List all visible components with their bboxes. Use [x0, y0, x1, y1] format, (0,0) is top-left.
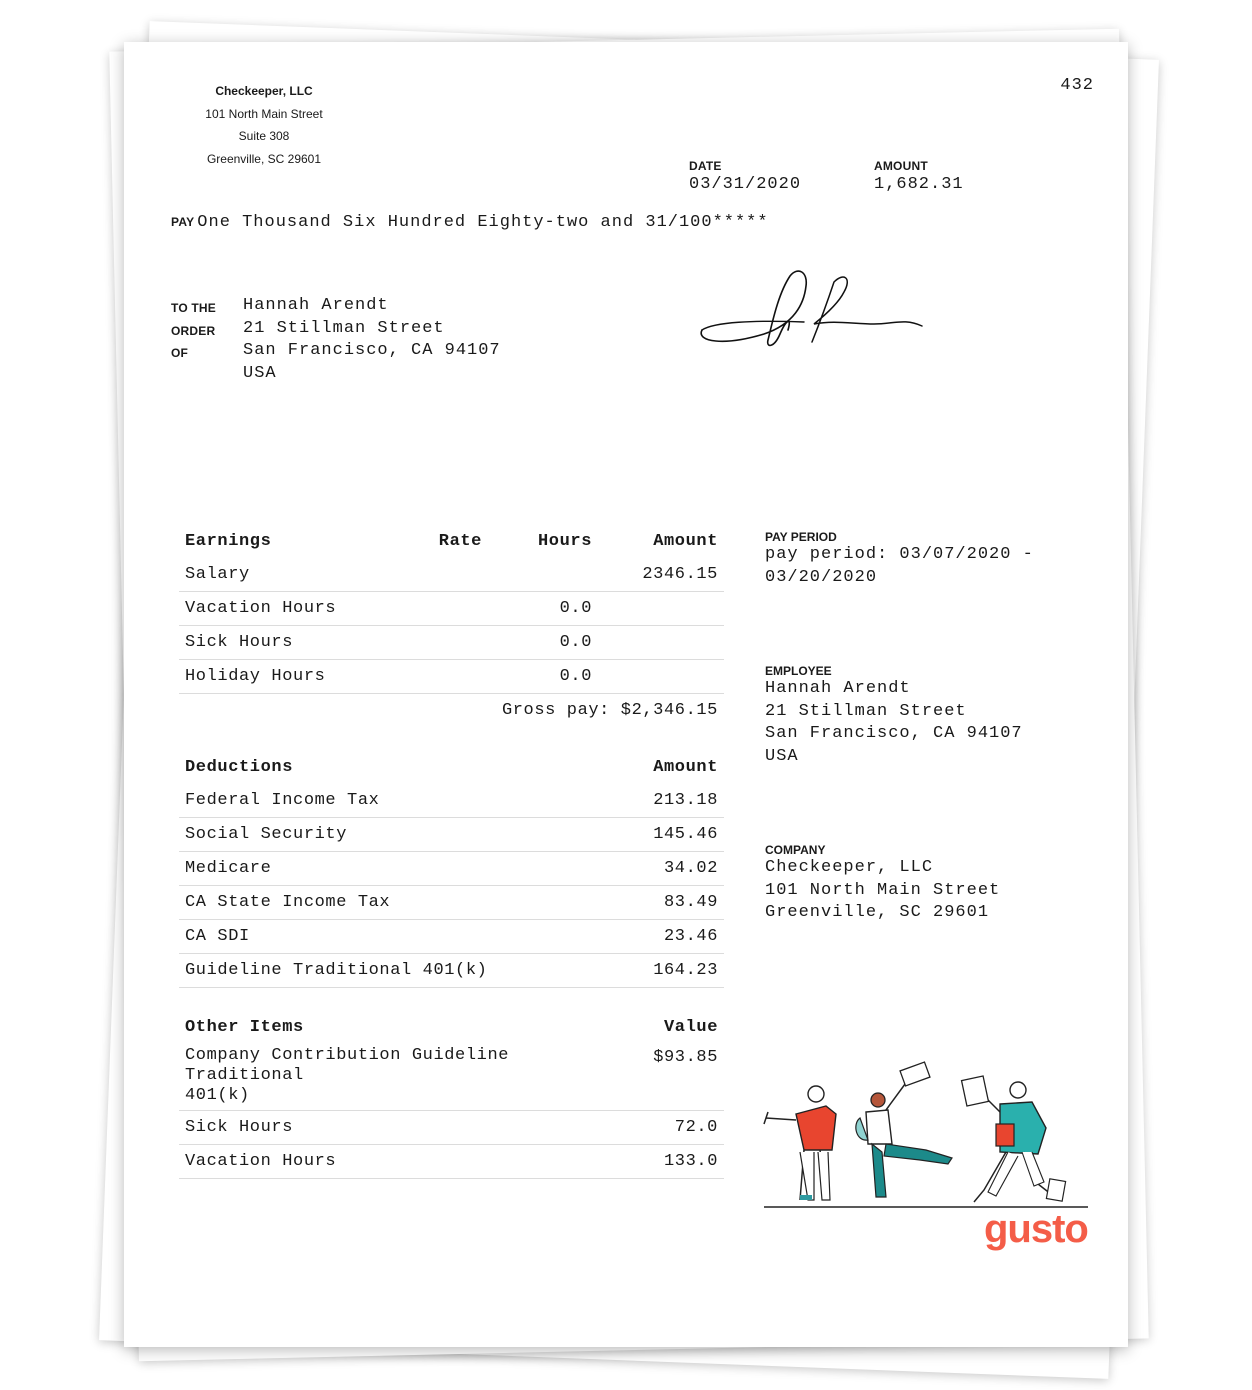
- deduction-amount: 164.23: [599, 954, 724, 988]
- employee-name: Hannah Arendt: [765, 679, 911, 698]
- table-row: [179, 1111, 724, 1145]
- other-item-name: Vacation Hours: [179, 1145, 614, 1179]
- earnings-header: Earnings: [185, 531, 272, 551]
- deductions-header: Deductions: [185, 757, 294, 777]
- deduction-name: Federal Income Tax: [179, 784, 599, 818]
- earning-amount: [598, 592, 724, 626]
- table-row: [179, 954, 724, 988]
- amount-header: Amount: [653, 531, 718, 551]
- employee-country: USA: [765, 746, 799, 766]
- earning-rate: [404, 558, 488, 592]
- value-header: Value: [663, 1017, 718, 1037]
- other-item-value: 72.0: [614, 1111, 724, 1145]
- amount-value: 1,682.31: [874, 175, 964, 194]
- people-illustration: [756, 1052, 1091, 1212]
- date-value: 03/31/2020: [689, 175, 802, 194]
- earning-name: Holiday Hours: [179, 660, 404, 694]
- other-item-name-line: 401(k): [185, 1086, 250, 1105]
- earning-name: Sick Hours: [179, 626, 404, 660]
- rate-header: Rate: [438, 531, 482, 551]
- company-address-line: Greenville, SC 29601: [206, 151, 322, 166]
- table-header-row: [179, 750, 724, 784]
- deduction-name: CA SDI: [179, 920, 599, 954]
- to-the-order-of-label: [171, 297, 216, 365]
- other-item-value: 133.0: [614, 1145, 724, 1179]
- company-address-line: Suite 308: [238, 129, 290, 143]
- other-items-header: Other Items: [185, 1017, 304, 1037]
- payee-city: San Francisco, CA 94107: [243, 341, 501, 360]
- pay-line: [171, 212, 769, 234]
- pay-period-line: pay period: 03/07/2020 -: [765, 545, 1034, 564]
- deduction-amount: 145.46: [599, 818, 724, 852]
- employee-label: EMPLOYEE: [765, 664, 832, 678]
- table-row: [179, 558, 724, 592]
- deduction-amount-header: Amount: [653, 757, 718, 777]
- payee-label-line: OF: [171, 346, 189, 360]
- deduction-amount: 34.02: [599, 852, 724, 886]
- payee-address: [243, 295, 501, 385]
- hours-header: Hours: [537, 531, 592, 551]
- earning-rate: [404, 626, 488, 660]
- signature-image: [694, 264, 934, 354]
- earning-rate: [404, 592, 488, 626]
- table-row: [179, 660, 724, 694]
- earning-name: Vacation Hours: [179, 592, 404, 626]
- earning-rate: [404, 660, 488, 694]
- gusto-logo: gusto: [984, 1207, 1088, 1251]
- company-info-street: 101 North Main Street: [765, 880, 1001, 900]
- other-item-name: Sick Hours: [179, 1111, 614, 1145]
- pay-period-line: 03/20/2020: [765, 567, 878, 587]
- other-item-name-line: Company Contribution Guideline Traditional: [185, 1046, 510, 1085]
- earning-amount: 2346.15: [598, 558, 724, 592]
- table-header-row: [179, 524, 724, 558]
- company-info-name: Checkeeper, LLC: [765, 858, 934, 877]
- deduction-name: Social Security: [179, 818, 599, 852]
- deduction-name: CA State Income Tax: [179, 886, 599, 920]
- deduction-amount: 83.49: [599, 886, 724, 920]
- earning-amount: [598, 660, 724, 694]
- deduction-name: Guideline Traditional 401(k): [179, 954, 599, 988]
- table-row: [179, 1044, 724, 1111]
- gross-pay-row: [179, 694, 724, 728]
- employee-city: San Francisco, CA 94107: [765, 724, 1023, 743]
- deductions-table: [179, 750, 724, 988]
- employee-block: [765, 664, 1023, 768]
- company-info-city: Greenville, SC 29601: [765, 903, 990, 922]
- date-label: DATE: [689, 159, 722, 173]
- payee-street: 21 Stillman Street: [243, 318, 445, 338]
- pay-label: PAY: [171, 215, 195, 229]
- table-row: [179, 920, 724, 954]
- pay-amount-words: One Thousand Six Hundred Eighty-two and 31/100*****: [197, 213, 769, 232]
- check-number: 432: [1060, 76, 1094, 95]
- deduction-amount: 213.18: [599, 784, 724, 818]
- table-row: [179, 626, 724, 660]
- company-info-label: COMPANY: [765, 843, 826, 857]
- other-item-value: $93.85: [614, 1044, 724, 1111]
- gross-pay: Gross pay: $2,346.15: [501, 701, 718, 720]
- earning-hours: 0.0: [488, 626, 598, 660]
- table-row: [179, 852, 724, 886]
- payee-name: Hannah Arendt: [243, 296, 389, 315]
- pay-period-label: PAY PERIOD: [765, 530, 837, 544]
- table-row: [179, 784, 724, 818]
- table-row: [179, 818, 724, 852]
- table-row: [179, 1145, 724, 1179]
- table-header-row: [179, 1010, 724, 1044]
- other-items-table: [179, 1010, 724, 1179]
- amount-block: [874, 159, 964, 196]
- company-header: [184, 80, 344, 170]
- company-info-block: [765, 843, 1000, 925]
- employee-street: 21 Stillman Street: [765, 701, 967, 721]
- earning-name: Salary: [179, 558, 404, 592]
- payee-label-line: ORDER: [171, 323, 216, 338]
- earning-hours: 0.0: [488, 592, 598, 626]
- deduction-amount: 23.46: [599, 920, 724, 954]
- payee-country: USA: [243, 363, 277, 383]
- table-row: [179, 886, 724, 920]
- pay-period-block: [765, 530, 1034, 589]
- company-address-line: 101 North Main Street: [205, 106, 323, 121]
- earnings-table: [179, 524, 724, 727]
- other-item-name: [179, 1044, 614, 1111]
- earning-amount: [598, 626, 724, 660]
- earning-hours: [488, 558, 598, 592]
- date-block: [689, 159, 801, 196]
- payee-label-line: TO THE: [171, 301, 216, 315]
- company-name: Checkeeper, LLC: [215, 84, 313, 98]
- earning-hours: 0.0: [488, 660, 598, 694]
- deduction-name: Medicare: [179, 852, 599, 886]
- paycheck-document: [124, 42, 1128, 1347]
- amount-label: AMOUNT: [874, 159, 928, 173]
- table-row: [179, 592, 724, 626]
